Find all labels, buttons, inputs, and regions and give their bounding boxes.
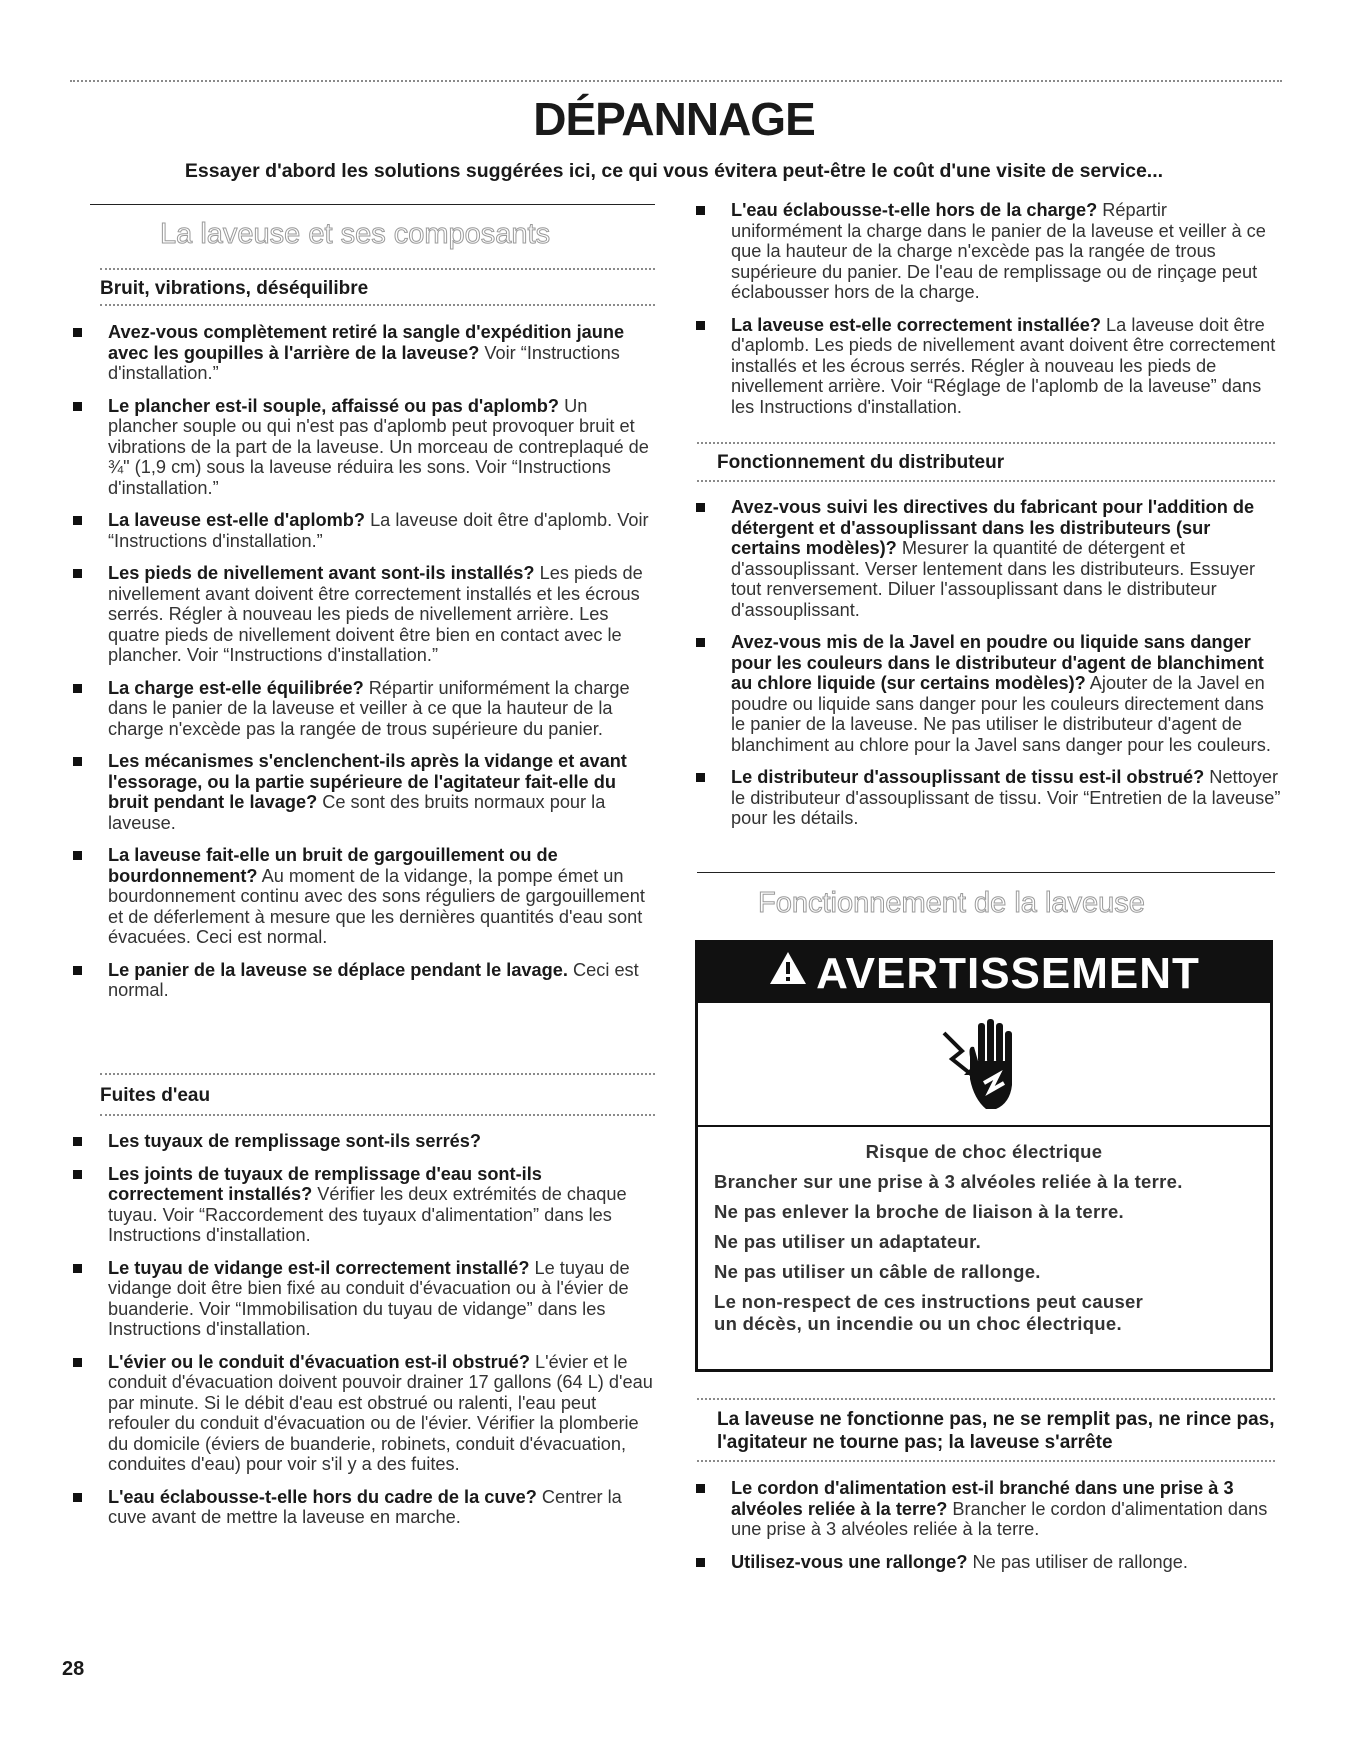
item-question: Le cordon d'alimentation est-il branché dans une prise à 3 alvéoles reliée à la terre?: [731, 1478, 1234, 1519]
item-answer: Ce sont des bruits normaux pour la laveuse.: [108, 792, 606, 833]
section-title-components: La laveuse et ses composants: [160, 218, 551, 250]
item-question: La charge est-elle équilibrée?: [108, 677, 364, 698]
bullet-square-icon: [73, 1137, 82, 1146]
item-answer: Répartir uniformément la charge dans le panier de la laveuse et veiller à ce que la hauteur de la charge n'excède pas la rangée de trous supérieure du panier. De l'eau de remplissage ou de rinçage peut éclabousser hors de la charge.: [731, 200, 1266, 302]
electric-shock-hand-icon: [938, 1013, 1034, 1113]
item-question: L'eau éclabousse-t-elle hors du cadre de la cuve?: [108, 1486, 537, 1507]
dispenser-list: [693, 497, 1283, 841]
right-section-rule: [697, 872, 1275, 873]
item-question: Le plancher est-il souple, affaissé ou pas d'aplomb?: [108, 395, 560, 416]
divider: [100, 268, 655, 270]
item-answer: Un plancher souple ou qui n'est pas d'aplomb peut provoquer bruit et vibrations de la part de la laveuse. Un morceau de contreplaqué de ¾" (1,9 cm) sous la laveuse réduira les sons. Voir “Instructions d'installation.”: [108, 395, 649, 498]
bullet-square-icon: [73, 569, 82, 578]
divider: [100, 1114, 655, 1116]
list-item: [70, 322, 655, 384]
top-rule: [70, 80, 1282, 82]
warning-line: Le non-respect de ces instructions peut causer un décès, un incendie ou un choc électrique.: [714, 1291, 1144, 1334]
item-answer: Nettoyer le distributeur d'assouplissant de tissu. Voir “Entretien de la laveuse” pour les détails.: [731, 767, 1281, 828]
item-question: La laveuse est-elle correctement installée?: [731, 314, 1101, 335]
page-subtitle: Essayer d'abord les solutions suggérées ici, ce qui vous évitera peut-être le coût d'une visite de service...: [184, 160, 1164, 182]
bullet-square-icon: [73, 757, 82, 766]
page-number: 28: [62, 1658, 85, 1680]
divider: [697, 442, 1275, 444]
page-title: DÉPANNAGE: [533, 93, 815, 145]
splash-list: [693, 200, 1283, 429]
item-question: Le panier de la laveuse se déplace pendant le lavage.: [108, 959, 568, 980]
list-item: [70, 1131, 655, 1152]
item-question: Le distributeur d'assouplissant de tissu est-il obstrué?: [731, 767, 1205, 787]
warning-text: [698, 1127, 1270, 1335]
bullet-square-icon: [73, 1264, 82, 1273]
list-item: [70, 396, 655, 499]
bullet-square-icon: [73, 851, 82, 860]
list-item: [70, 960, 655, 1001]
warning-line: Risque de choc électrique: [865, 1141, 1103, 1162]
item-answer: Ne pas utiliser de rallonge.: [967, 1551, 1188, 1572]
warning-line: Ne pas utiliser un adaptateur.: [714, 1231, 982, 1252]
item-question: Avez-vous suivi les directives du fabricant pour l'addition de détergent et d'assouplissant dans les distributeurs (sur certains modèles)?: [731, 497, 1255, 558]
item-answer: Centrer la cuve avant de mettre la laveuse en marche.: [108, 1486, 622, 1527]
list-item: [70, 1258, 655, 1340]
list-item: [693, 767, 1283, 829]
warning-symbol-area: [698, 1003, 1270, 1127]
bullet-square-icon: [696, 206, 705, 215]
warning-triangle-icon: [768, 941, 808, 1003]
item-question: Le tuyau de vidange est-il correctement installé?: [108, 1257, 530, 1278]
list-item: [70, 845, 655, 948]
divider: [697, 1398, 1275, 1400]
list-item: [70, 678, 655, 740]
warning-line: Brancher sur une prise à 3 alvéoles reliée à la terre.: [714, 1171, 1183, 1192]
bullet-square-icon: [696, 503, 705, 512]
heading-dispenser: Fonctionnement du distributeur: [717, 452, 1005, 473]
item-question: La laveuse est-elle d'aplomb?: [108, 510, 366, 530]
item-question: Avez-vous mis de la Javel en poudre ou liquide sans danger pour les couleurs dans le distributeur d'agent de blanchiment au chlore liquide (sur certains modèles)?: [731, 632, 1264, 693]
item-question: L'évier ou le conduit d'évacuation est-il obstrué?: [108, 1351, 530, 1372]
warning-line: Ne pas utiliser un câble de rallonge.: [714, 1261, 1041, 1282]
bullet-square-icon: [696, 321, 705, 330]
item-answer: La laveuse doit être d'aplomb. Les pieds de nivellement avant doivent être correctement installés et les écrous serrés. Régler à nouveau les pieds de nivellement arrière. Voir “Réglage de l'aplomb de la laveuse” dans les Instructions d'installation.: [731, 314, 1276, 417]
item-answer: Ceci est normal.: [108, 959, 639, 1000]
divider: [697, 1460, 1275, 1462]
warning-box: [695, 940, 1273, 1372]
bullet-square-icon: [73, 684, 82, 693]
list-item: [70, 1487, 655, 1528]
left-section-rule: [90, 204, 655, 205]
item-answer: Voir “Instructions d'installation.”: [108, 342, 620, 383]
item-answer: La laveuse doit être d'aplomb. Voir “Instructions d'installation.”: [108, 510, 649, 551]
item-question: Les tuyaux de remplissage sont-ils serrés?: [108, 1131, 481, 1151]
item-answer: Vérifier les deux extrémités de chaque tuyau. Voir “Raccordement des tuyaux d'alimentation” dans les Instructions d'installation.: [108, 1184, 627, 1245]
item-answer: Les pieds de nivellement avant doivent être correctement installés et les écrous serrés. Régler à nouveau les pieds de nivellement arrière. Les quatre pieds de nivellement doivent être bien en contact avec le plancher. Voir “Instructions d'installation.”: [108, 563, 643, 665]
list-item: [693, 1552, 1283, 1573]
list-item: [693, 497, 1283, 620]
list-item: [693, 1478, 1283, 1540]
item-question: Les mécanismes s'enclenchent-ils après la vidange et avant l'essorage, ou la partie supérieure de l'agitateur fait-elle du bruit pendant le lavage?: [108, 751, 627, 812]
leaks-list: [70, 1131, 655, 1540]
bullet-square-icon: [696, 773, 705, 782]
list-item: [693, 315, 1283, 418]
item-answer: Ajouter de la Javel en poudre ou liquide sans danger pour les couleurs directement dans le panier de la laveuse. Ne pas utiliser le distributeur d'agent de blanchiment au chlore pour la Javel sans danger pour les couleurs.: [731, 673, 1271, 755]
item-question: La laveuse fait-elle un bruit de gargouillement ou de bourdonnement?: [108, 845, 558, 886]
bullet-square-icon: [696, 1484, 705, 1493]
not-running-list: [693, 1478, 1283, 1584]
bullet-square-icon: [73, 1170, 82, 1179]
item-question: Les pieds de nivellement avant sont-ils installés?: [108, 563, 535, 583]
bullet-square-icon: [73, 1358, 82, 1367]
divider: [100, 1073, 655, 1075]
heading-leaks: Fuites d'eau: [100, 1085, 211, 1106]
item-answer: Brancher le cordon d'alimentation dans une prise à 3 alvéoles reliée à la terre.: [731, 1498, 1268, 1539]
warning-line: Ne pas enlever la broche de liaison à la terre.: [714, 1201, 1124, 1222]
heading-not-running: La laveuse ne fonctionne pas, ne se remplit pas, ne rince pas, l'agitateur ne tourne pas; la laveuse s'arrête: [717, 1409, 1275, 1453]
item-answer: Au moment de la vidange, la pompe émet un bourdonnement continu avec des sons réguliers de gargouillement et de déferlement à mesure que les dernières quantités d'eau sont évacuées. Ceci est normal.: [108, 865, 645, 947]
bullet-square-icon: [73, 966, 82, 975]
bullet-square-icon: [696, 1558, 705, 1567]
list-item: [70, 510, 655, 551]
bullet-square-icon: [73, 1493, 82, 1502]
noise-list: [70, 322, 655, 1013]
item-question: Avez-vous complètement retiré la sangle d'expédition jaune avec les goupilles à l'arrière de la laveuse?: [108, 322, 625, 363]
item-answer: Mesurer la quantité de détergent et d'assouplissant. Verser lentement dans les distributeurs. Essuyer tout renversement. Diluer l'assouplissant dans le distributeur d'assouplissant.: [731, 538, 1256, 620]
bullet-square-icon: [696, 638, 705, 647]
warning-banner: [698, 943, 1270, 1003]
item-question: Utilisez-vous une rallonge?: [731, 1551, 968, 1572]
bullet-square-icon: [73, 328, 82, 337]
divider: [697, 480, 1275, 482]
divider: [100, 304, 655, 306]
item-answer: Le tuyau de vidange doit être bien fixé au conduit d'évacuation ou à l'évier de buanderie. Voir “Immobilisation du tuyau de vidange” dans les Instructions d'installation.: [108, 1257, 630, 1339]
bullet-square-icon: [73, 402, 82, 411]
item-question: Les joints de tuyaux de remplissage d'eau sont-ils correctement installés?: [108, 1163, 542, 1204]
item-answer: Répartir uniformément la charge dans le panier de la laveuse et veiller à ce que la hauteur de la charge n'excède pas la rangée de trous supérieure du panier.: [108, 677, 630, 739]
warning-banner-label: AVERTISSEMENT: [816, 949, 1200, 998]
list-item: [693, 632, 1283, 755]
list-item: [70, 1352, 655, 1475]
heading-noise: Bruit, vibrations, déséquilibre: [100, 278, 369, 299]
list-item: [70, 563, 655, 666]
item-answer: L'évier et le conduit d'évacuation doivent pouvoir drainer 17 gallons (64 L) d'eau par minute. Si le débit d'eau est obstrué ou ralenti, l'eau peut refouler du conduit d'évacuation ou de l'évier. Vérifier la plomberie du domicile (éviers de buanderie, robinets, conduit d'évacuation, conduites d'eau) pour voir s'il y a des fuites.: [108, 1351, 653, 1474]
list-item: [70, 751, 655, 833]
list-item: [693, 200, 1283, 303]
item-question: L'eau éclabousse-t-elle hors de la charge?: [731, 200, 1098, 220]
section-title-operation: Fonctionnement de la laveuse: [758, 887, 1145, 919]
list-item: [70, 1164, 655, 1246]
bullet-square-icon: [73, 516, 82, 525]
